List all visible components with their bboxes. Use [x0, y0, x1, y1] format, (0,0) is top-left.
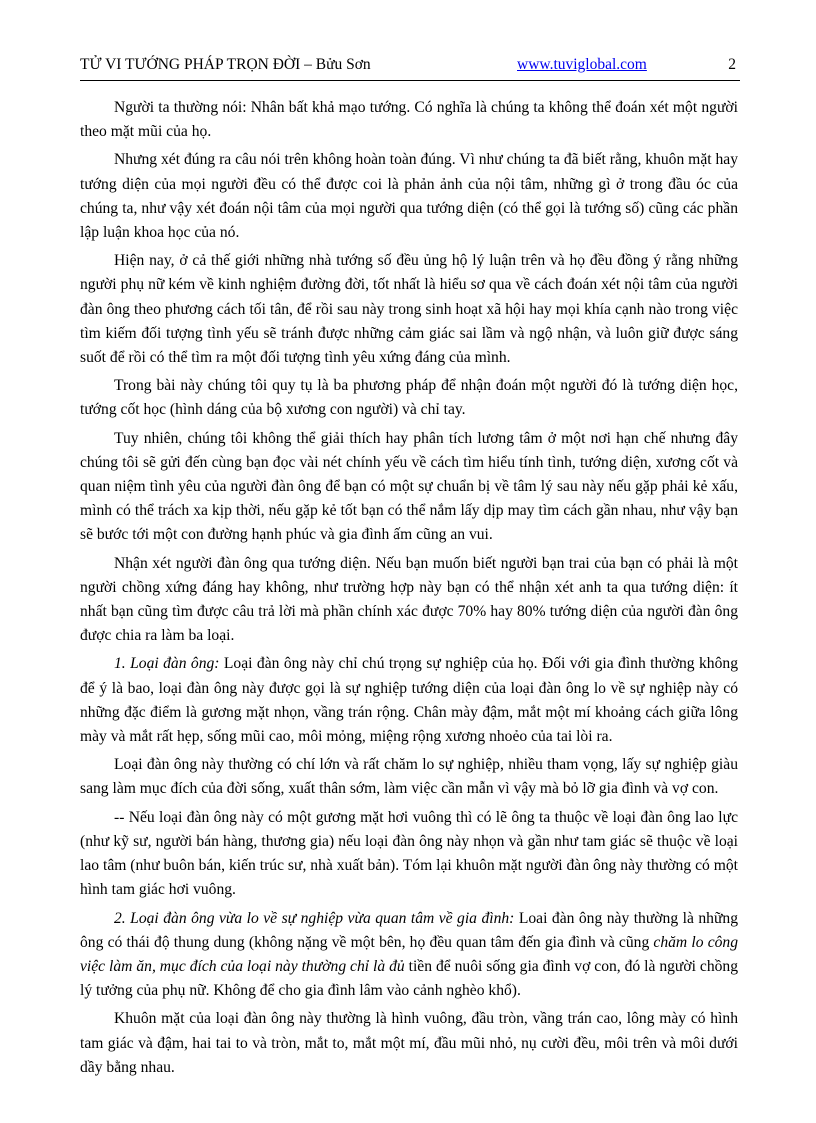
paragraph-4: Trong bài này chúng tôi quy tụ là ba phương pháp để nhận đoán một người đó là tướng diện học, tướng cốt học (hình dáng của bộ xương con người) và chỉ tay. — [80, 377, 738, 419]
paragraph-8: Loại đàn ông này thường có chí lớn và rất chăm lo sự nghiệp, nhiều tham vọng, lấy sự nghiệp giàu sang làm mục đích của đời sống, xuất thân sớm, làm việc cần mẫn vì vậy mà bỏ lỡ gia đình và vợ con. — [80, 756, 738, 798]
page-header — [80, 55, 740, 77]
paragraph-10-text-b: tiền để nuôi sống gia đình vợ con, đó là người chồng lý tưởng của phụ nữ. Không để cho gia đình lâm vào cảnh nghèo khổ). — [80, 957, 739, 1000]
paragraph-9: -- Nếu loại đàn ông này có một gương mặt hơi vuông thì có lẽ ông ta thuộc về loại đàn ông lao lực (như kỹ sư, người bán hàng, thương gia) nếu loại đàn ông này nhọn và gần như tam giác sẽ thuộc về loại lao tâm (như buôn bán, kiến trúc sư, nhà xuất bản). Tóm lại khuôn mặt người đàn ông này thường có một hình tam giác hơi vuông. — [80, 808, 738, 899]
page-number: 2 — [728, 56, 736, 73]
paragraph-7 — [80, 652, 738, 749]
paragraph-5: Tuy nhiên, chúng tôi không thể giải thích hay phân tích lương tâm ở một nơi hạn chế nhưng đây chúng tôi sẽ gửi đến cùng bạn đọc vài nét chính yếu về cách tìm hiểu tính tình, tướng diện, xương cốt và quan niệm tình yêu của người đàn ông để bạn có một sự chuẩn bị về tâm lý sau này nếu gặp phải kẻ xấu, mình có thể trách xa kịp thời, nếu gặp kẻ tốt bạn có thể nắm lấy dịp may tìm cách gần nhau, như vậy bạn sẽ bước tới một con đường hạnh phúc và gia đình ấm cũng an vui. — [80, 429, 738, 544]
paragraph-10 — [80, 907, 738, 1004]
paragraph-10-text-a: Loai đàn ông này thường là những ông có thái độ thung dung (không nặng về một bên, họ đều quan tâm đến gia đình và cũng — [80, 909, 738, 951]
section-heading-1: 1. Loại đàn ông: — [114, 655, 220, 673]
paragraph-1: Người ta thường nói: Nhân bất khả mạo tướng. Có nghĩa là chúng ta không thể đoán xét một người theo mặt mũi của họ. — [80, 99, 738, 141]
paragraph-11: Khuôn mặt của loại đàn ông này thường là hình vuông, đầu tròn, vầng trán cao, lông mày có hình tam giác và đậm, hai tai to và tròn, mắt to, mắt một mí, đầu mũi nhỏ, nụ cười đều, môi trên và môi dưới dầy bằng nhau. — [80, 1010, 738, 1076]
section-heading-2: 2. Loại đàn ông vừa lo về sự nghiệp vừa quan tâm về gia đình: — [114, 909, 515, 927]
paragraph-10-italic-phrase: chăm lo công việc làm ăn, mục đích của loại này thường chỉ là đủ — [80, 933, 739, 975]
paragraph-6: Nhận xét người đàn ông qua tướng diện. Nếu bạn muốn biết người bạn trai của bạn có phải là một người chồng xứng đáng hay không, như trường hợp này bạn có thể nhận xét anh ta qua tướng diện: ít nhất bạn cũng tìm được câu trả lời mà phần chính xác được 70% hay 80% tướng diện của người đàn ông được chia ra làm ba loại. — [80, 554, 738, 645]
paragraph-7-text: Loại đàn ông này chỉ chú trọng sự nghiệp của họ. Đối với gia đình thường không để ý là bao, loại đàn ông này được gọi là sự nghiệp tướng diện của loại đàn ông lo về sự nghiệp này có những đặc điểm là gương mặt nhọn, vầng trán rộng. Chân mày đậm, mắt một mí khoảng cách giữa lông mày và mắt rất hẹp, sống mũi cao, môi mỏng, miệng rộng xương nhoẻo của tai lòi ra. — [80, 655, 738, 746]
header-url-link[interactable]: www.tuviglobal.com — [517, 56, 647, 73]
header-divider — [80, 80, 740, 81]
paragraph-2: Nhưng xét đúng ra câu nói trên không hoàn toàn đúng. Vì như chúng ta đã biết rằng, khuôn mặt hay tướng diện của mọi người đều có thể được coi là phản ảnh của nội tâm, những gì ở trong đầu óc của chúng ta, như vậy xét đoán nội tâm của mọi người qua tướng diện (có thể gọi là tướng số) cũng các phần lập luận khoa học của nó. — [80, 151, 738, 242]
header-title: TỬ VI TƯỚNG PHÁP TRỌN ĐỜI – Bửu Sơn — [80, 56, 371, 73]
paragraph-3: Hiện nay, ở cả thế giới những nhà tướng số đều ủng hộ lý luận trên và họ đều đồng ý rằng những người phụ nữ kém về kinh nghiệm đường đời, tốt nhất là hiểu sơ qua về cách đoán xét nội tâm của người đàn ông theo phương cách tối tân, để rồi sau này trong sinh hoạt xã hội hay mọi khía cạnh nào trong việc tìm kiếm đối tượng tình yếu sẽ tránh được những cảm giác sai lầm và ngộ nhận, và luôn giữ được sáng suốt để rồi có thể tìm ra một đối tượng tình yêu xứng đáng của mình. — [80, 252, 738, 367]
article-body — [80, 96, 738, 1084]
